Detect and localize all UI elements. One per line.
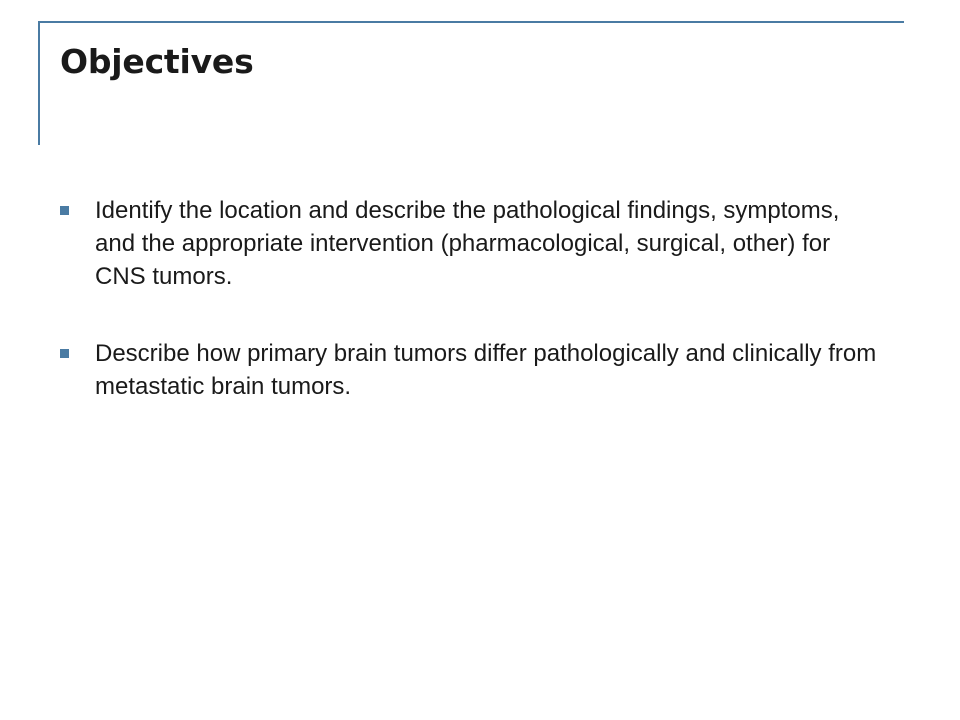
title-frame-left-line (38, 21, 40, 145)
title-frame-top-line (38, 21, 904, 23)
objective-item (60, 337, 880, 403)
square-bullet-icon (60, 206, 69, 215)
objectives-list (60, 194, 880, 403)
objective-text: Identify the location and describe the pathological findings, symptoms, and the appropriate intervention (pharmacological, surgical, other) for CNS tumors. (95, 197, 840, 290)
slide-title: Objectives (60, 42, 254, 81)
square-bullet-icon (60, 349, 69, 358)
objective-item (60, 194, 880, 293)
objective-text: Describe how primary brain tumors differ pathologically and clinically from metastatic brain tumors. (95, 340, 877, 400)
